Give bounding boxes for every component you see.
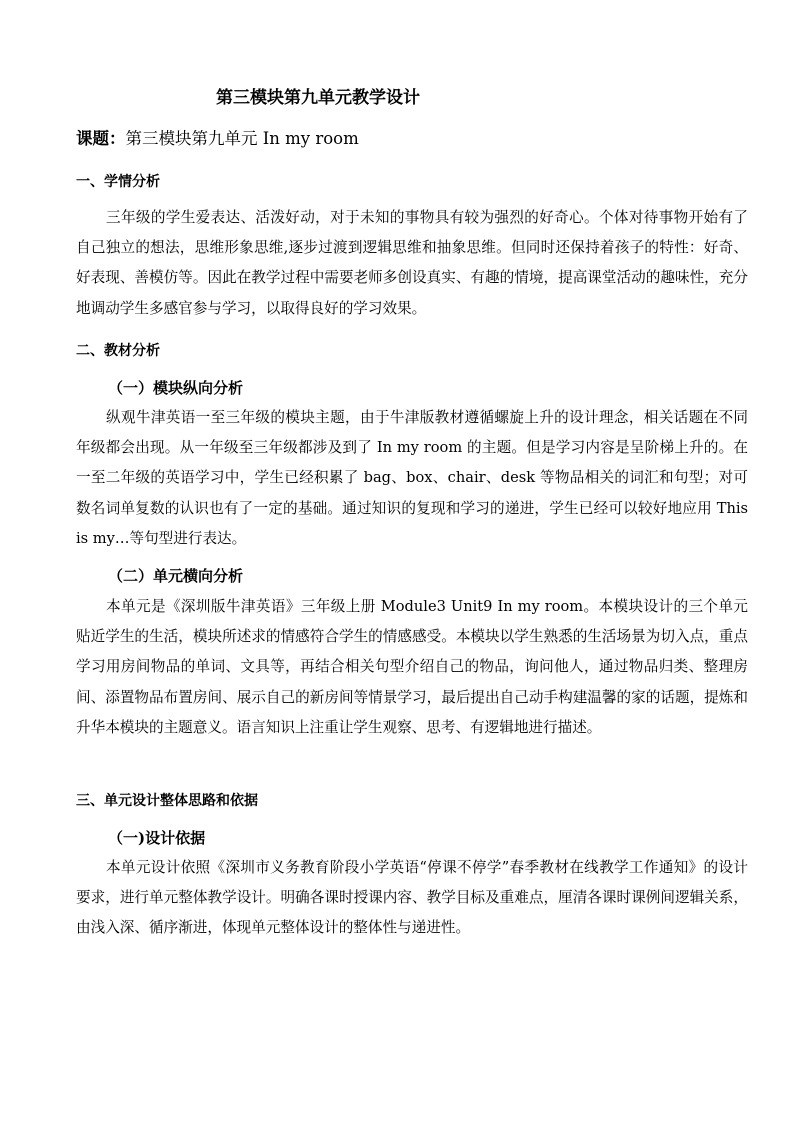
section-2-sub-1-paragraph: 纵观牛津英语一至三年级的模块主题，由于牛津版教材遵循螺旋上升的设计理念，相关话题在不同年级都会出现。从一年级至三年级都涉及到了 In my room 的主题。但是学习内容是呈阶梯上升的。在一至二年级的英语学习中，学生已经积累了 bag、box、chair、desk 等物品相关的词汇和句型；对可数名词单复数的认识也有了一定的基础。通过知识的复现和学习的递进，学生已经可以较好地应用 This is my…等句型进行表达。: [76, 409, 748, 547]
section-2-sub-2-paragraph: 本单元是《深圳版牛津英语》三年级上册 Module3 Unit9 In my room。本模块设计的三个单元贴近学生的生活，模块所述求的情感符合学生的情感感受。本模块以学生熟悉的生活场景为切入点，重点学习用房间物品的单词、文具等，再结合相关句型介绍自己的物品，询问他人，通过物品归类、整理房间、添置物品布置房间、展示自己的新房间等情景学习，最后提出自己动手构建温馨的家的话题，提炼和升华本模块的主题意义。语言知识上注重让学生观察、思考、有逻辑地进行描述。: [76, 598, 748, 736]
section-2-sub-1-heading: （一）模块纵向分析: [108, 379, 244, 397]
section-3-sub-1-paragraph: 本单元设计依照《深圳市义务教育阶段小学英语“停课不停学”春季教材在线教学工作通知》的设计要求，进行单元整体教学设计。明确各课时授课内容、教学目标及重难点，厘清各课时课例间逻辑关系，由浅入深、循序渐进，体现单元整体设计的整体性与递进性。: [76, 859, 748, 937]
section-1-paragraph: 三年级的学生爱表达、活泼好动，对于未知的事物具有较为强烈的好奇心。个体对待事物开始有了自己独立的想法，思维形象思维,逐步过渡到逻辑思维和抽象思维。但同时还保持着孩子的特性：好奇、好表现、善模仿等。因此在教学过程中需要老师多创设真实、有趣的情境，提高课堂活动的趣味性，充分地调动学生多感官参与学习，以取得良好的学习效果。: [76, 209, 748, 317]
section-3-heading: 三、单元设计整体思路和依据: [76, 793, 258, 809]
section-2-heading: 二、教材分析: [76, 343, 160, 359]
topic-label: 课题：: [76, 129, 126, 148]
topic-value: 第三模块第九单元 In my room: [125, 129, 359, 148]
document-title: 第三模块第九单元教学设计: [216, 88, 420, 108]
section-2-sub-2-heading: （二）单元横向分析: [108, 567, 244, 585]
topic-line: [76, 126, 359, 152]
section-1-heading: 一、学情分析: [76, 174, 160, 190]
section-3-sub-1-heading: （一)设计依据: [108, 829, 206, 847]
